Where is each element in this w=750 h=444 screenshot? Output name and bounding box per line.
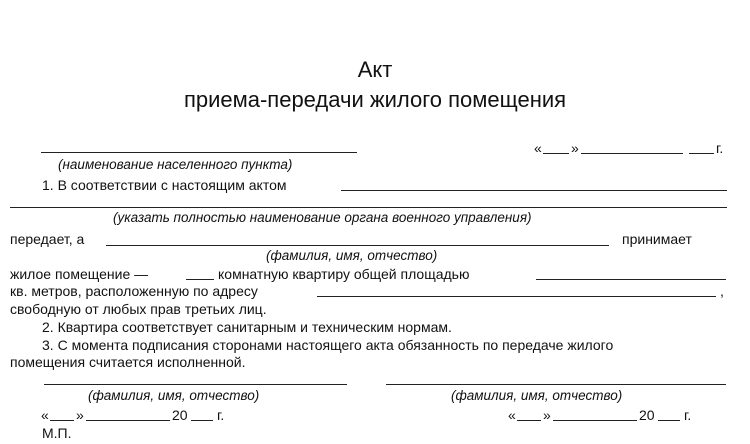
recipient-blank[interactable] (106, 245, 609, 246)
left-date-open-quote: « (41, 407, 49, 423)
right-fio-caption: (фамилия, имя, отчество) (451, 388, 623, 403)
left-date-year: 20 (172, 407, 188, 423)
authority-blank-1[interactable] (341, 190, 727, 191)
address-blank[interactable] (317, 296, 716, 297)
date-year-blank[interactable] (689, 153, 714, 154)
clause3-line2: помещения считается исполненной. (10, 354, 246, 370)
recipient-fio-caption: (фамилия, имя, отчество) (266, 248, 438, 263)
free-rights-text: свободную от любых прав третьих лиц. (10, 301, 267, 317)
left-date-month-blank[interactable] (86, 420, 170, 421)
housing-mid: комнатную квартиру общей площадью (218, 266, 470, 282)
place-caption: (наименование населенного пункта) (58, 157, 293, 172)
date-month-blank[interactable] (581, 153, 683, 154)
left-date-year-blank[interactable] (191, 420, 213, 421)
left-fio-caption: (фамилия, имя, отчество) (88, 388, 260, 403)
rooms-blank[interactable] (186, 279, 214, 280)
left-date-close-quote: » (76, 407, 84, 423)
transfers-text: передает, а (10, 231, 85, 247)
date-day-blank[interactable] (543, 153, 569, 154)
authority-caption: (указать полностью наименование органа военного управления) (113, 210, 532, 225)
right-date-year: 20 (639, 407, 655, 423)
date-close-quote: » (571, 140, 579, 156)
right-date-month-blank[interactable] (553, 420, 637, 421)
right-date-day-blank[interactable] (517, 420, 541, 421)
left-date-day-blank[interactable] (50, 420, 74, 421)
meters-text: кв. метров, расположенную по адресу (10, 283, 258, 299)
right-date-year-suffix: г. (684, 407, 692, 423)
clause1-lead: 1. В соответствии с настоящим актом (42, 177, 287, 193)
right-signature-blank[interactable] (386, 384, 726, 385)
place-blank[interactable] (41, 152, 357, 153)
document-subtitle: приема-передачи жилого помещения (183, 87, 567, 112)
date-year-suffix: г. (716, 140, 724, 156)
right-date-year-blank[interactable] (658, 420, 680, 421)
left-date-year-suffix: г. (217, 407, 225, 423)
area-blank[interactable] (536, 279, 726, 280)
accepts-text: принимает (622, 231, 692, 247)
right-date-open-quote: « (508, 407, 516, 423)
authority-blank-2[interactable] (10, 207, 727, 208)
left-signature-blank[interactable] (44, 384, 347, 385)
right-date-close-quote: » (543, 407, 551, 423)
stamp-mark: М.П. (42, 425, 72, 441)
clause2-text: 2. Квартира соответствует санитарным и техническим нормам. (42, 319, 452, 335)
address-comma: , (720, 283, 724, 299)
date-open-quote: « (534, 140, 542, 156)
housing-start: жилое помещение — (10, 266, 149, 282)
document-title: Акт (357, 57, 393, 82)
clause3-line1: 3. С момента подписания сторонами настоящего акта обязанность по передаче жилого (42, 337, 614, 353)
